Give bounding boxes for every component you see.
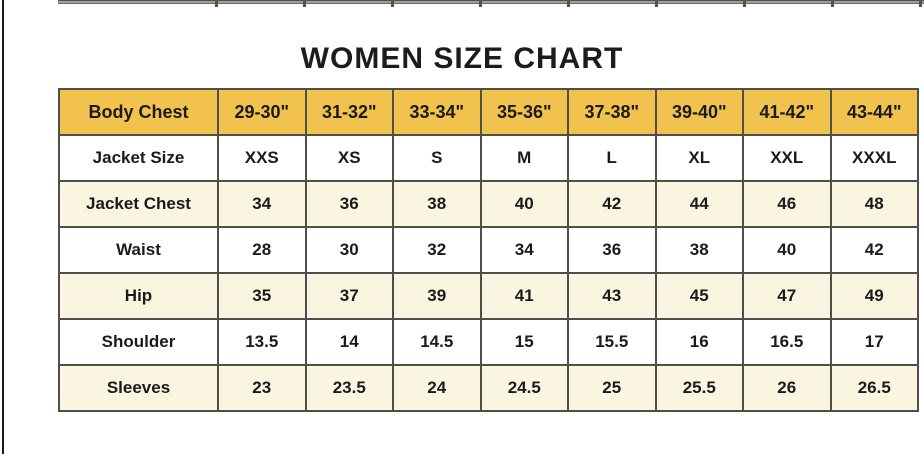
value-cell: 45 (656, 273, 744, 319)
header-label-cell: Body Chest (59, 89, 218, 135)
row-label-cell: Jacket Chest (59, 181, 218, 227)
header-cell: 37-38" (568, 89, 656, 135)
value-cell: 41 (481, 273, 569, 319)
value-cell: 17 (831, 319, 919, 365)
cropped-table-column-tick (567, 0, 570, 7)
cropped-table-column-tick (831, 0, 834, 7)
value-cell: 24.5 (481, 365, 569, 411)
value-cell: 46 (743, 181, 831, 227)
value-cell: 38 (656, 227, 744, 273)
value-cell: 34 (481, 227, 569, 273)
table-row (59, 365, 918, 411)
value-cell: S (393, 135, 481, 181)
value-cell: XS (306, 135, 394, 181)
value-cell: 26 (743, 365, 831, 411)
cropped-table-column-tick (919, 0, 922, 7)
value-cell: M (481, 135, 569, 181)
row-label-cell: Shoulder (59, 319, 218, 365)
value-cell: 37 (306, 273, 394, 319)
cropped-table-column-tick (215, 0, 218, 7)
cropped-table-column-tick (391, 0, 394, 7)
value-cell: L (568, 135, 656, 181)
cropped-table-above-bottom-edge (58, 0, 924, 4)
value-cell: 48 (831, 181, 919, 227)
page-title: WOMEN SIZE CHART (300, 42, 624, 75)
cropped-table-column-tick (655, 0, 658, 7)
value-cell: 49 (831, 273, 919, 319)
size-chart-table-wrap (58, 88, 924, 412)
value-cell: 23 (218, 365, 306, 411)
value-cell: 25 (568, 365, 656, 411)
value-cell: 16.5 (743, 319, 831, 365)
value-cell: 44 (656, 181, 744, 227)
value-cell: XXL (743, 135, 831, 181)
value-cell: 14.5 (393, 319, 481, 365)
header-cell: 41-42" (743, 89, 831, 135)
header-cell: 31-32" (306, 89, 394, 135)
value-cell: 28 (218, 227, 306, 273)
value-cell: 40 (481, 181, 569, 227)
value-cell: 36 (306, 181, 394, 227)
value-cell: 16 (656, 319, 744, 365)
value-cell: 13.5 (218, 319, 306, 365)
value-cell: 43 (568, 273, 656, 319)
header-cell: 33-34" (393, 89, 481, 135)
table-row (59, 319, 918, 365)
table-row (59, 135, 918, 181)
value-cell: 42 (568, 181, 656, 227)
row-label-cell: Jacket Size (59, 135, 218, 181)
value-cell: 39 (393, 273, 481, 319)
value-cell: 36 (568, 227, 656, 273)
value-cell: 26.5 (831, 365, 919, 411)
value-cell: 38 (393, 181, 481, 227)
table-row (59, 181, 918, 227)
value-cell: 23.5 (306, 365, 394, 411)
table-header-row (59, 89, 918, 135)
row-label-cell: Waist (59, 227, 218, 273)
value-cell: 30 (306, 227, 394, 273)
table-row (59, 273, 918, 319)
value-cell: 32 (393, 227, 481, 273)
value-cell: 15.5 (568, 319, 656, 365)
cropped-table-column-tick (479, 0, 482, 7)
header-cell: 35-36" (481, 89, 569, 135)
value-cell: 24 (393, 365, 481, 411)
value-cell: 47 (743, 273, 831, 319)
value-cell: 35 (218, 273, 306, 319)
value-cell: 14 (306, 319, 394, 365)
value-cell: 42 (831, 227, 919, 273)
cropped-table-column-tick (303, 0, 306, 7)
value-cell: 40 (743, 227, 831, 273)
value-cell: XXXL (831, 135, 919, 181)
value-cell: XL (656, 135, 744, 181)
value-cell: 34 (218, 181, 306, 227)
header-cell: 39-40" (656, 89, 744, 135)
value-cell: XXS (218, 135, 306, 181)
table-row (59, 227, 918, 273)
row-label-cell: Sleeves (59, 365, 218, 411)
header-cell: 43-44" (831, 89, 919, 135)
value-cell: 15 (481, 319, 569, 365)
row-label-cell: Hip (59, 273, 218, 319)
size-chart-table (58, 88, 919, 412)
cropped-table-column-tick (743, 0, 746, 7)
value-cell: 25.5 (656, 365, 744, 411)
header-cell: 29-30" (218, 89, 306, 135)
